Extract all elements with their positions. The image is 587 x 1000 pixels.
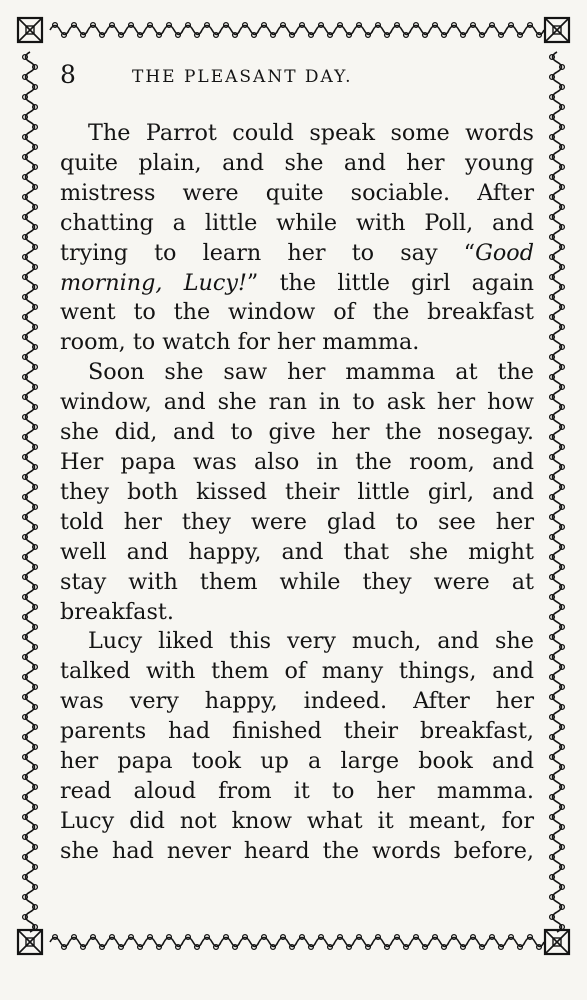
text-line: she had never heard the words before, — [60, 837, 534, 864]
text-line: her papa took up a large book and — [60, 748, 534, 775]
corner-cross — [545, 930, 569, 954]
page-header — [60, 58, 530, 92]
text-line: room, to watch for her mamma. — [60, 329, 420, 356]
body-text — [60, 119, 534, 867]
text-line: well and happy, and that she might — [60, 538, 534, 565]
text-line: Her papa was also in the room, and — [60, 448, 534, 475]
text-line: she did, and to give her the nosegay. — [60, 419, 534, 446]
text-line: chatting a little while with Poll, and — [60, 209, 534, 236]
text-line: read aloud from it to her mamma. — [60, 777, 534, 804]
paragraph-3 — [60, 627, 534, 866]
text-line: The Parrot could speak some words — [88, 120, 534, 146]
page-number: 8 — [60, 60, 76, 89]
italic-phrase: Good — [475, 239, 534, 266]
corner-cross — [18, 18, 42, 42]
text-line: Lucy did not know what it meant, for — [60, 807, 534, 834]
paragraph-1 — [60, 119, 534, 358]
text-line: stay with them while they were at — [60, 568, 534, 595]
text-line: Soon she saw her mamma at the — [88, 359, 534, 386]
text-line: went to the window of the breakfast — [60, 299, 534, 326]
running-title: THE PLEASANT DAY. — [132, 67, 353, 87]
text-line: trying to learn her to say “Good — [60, 239, 534, 266]
text-line: Lucy liked this very much, and she — [88, 628, 534, 655]
text-line: they both kissed their little girl, and — [60, 478, 534, 505]
text-line: parents had finished their breakfast, — [60, 718, 534, 745]
corner-cross — [18, 930, 42, 954]
italic-phrase: morning, Lucy! — [60, 269, 247, 296]
text-line: morning, Lucy!” the little girl again — [60, 269, 534, 296]
paragraph-2 — [60, 358, 534, 627]
text-line: told her they were glad to see her — [60, 508, 534, 535]
text-line: breakfast. — [60, 598, 174, 625]
text-line: was very happy, indeed. After her — [60, 688, 534, 715]
text-line: talked with them of many things, and — [60, 658, 534, 685]
corner-cross — [545, 18, 569, 42]
text-line: window, and she ran in to ask her how — [60, 389, 534, 416]
text-line: quite plain, and she and her young — [60, 149, 534, 176]
text-line: mistress were quite sociable. After — [60, 179, 534, 206]
